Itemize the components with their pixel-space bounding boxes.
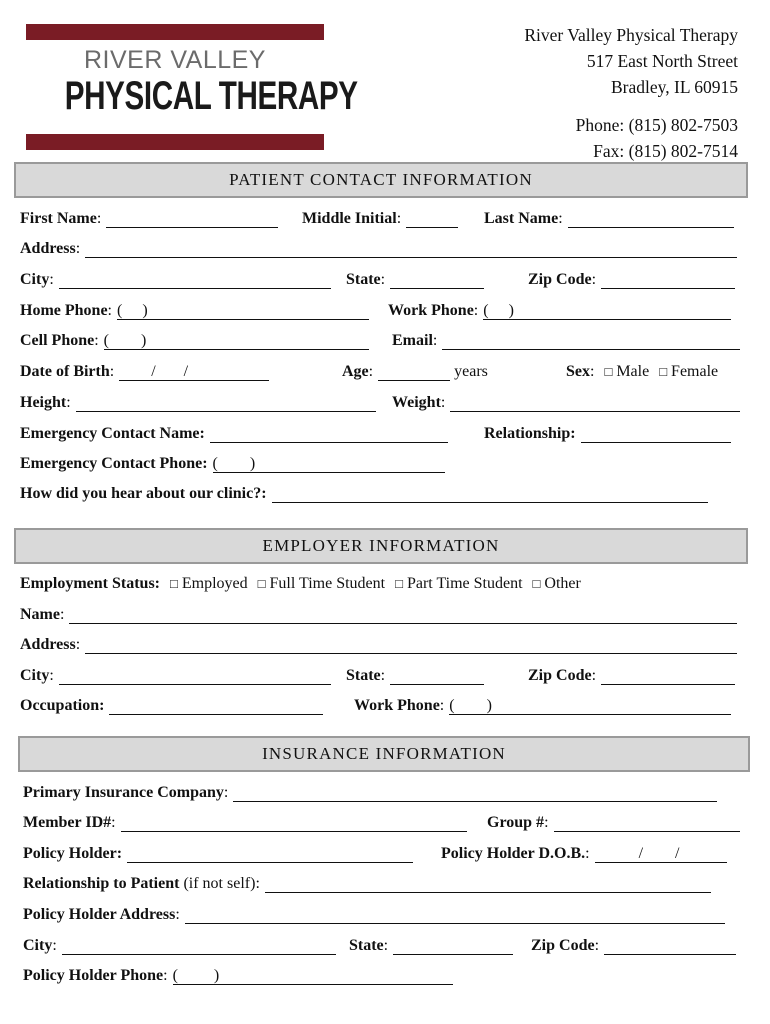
employer-zip-label: Zip Code: [528, 667, 597, 684]
work-phone-field[interactable]: ( ) [483, 302, 731, 320]
referral-label: How did you hear about our clinic?: [20, 485, 267, 502]
row-occupation [20, 693, 746, 717]
zip-field[interactable] [601, 271, 735, 289]
employer-name-label: Name: [20, 606, 65, 623]
last-name-field[interactable] [568, 210, 734, 228]
logo-line-2: PHYSICAL THERAPY [64, 74, 358, 118]
status-option-employed[interactable]: □ Employed [170, 575, 248, 592]
row-employer-address [20, 632, 746, 656]
employer-work-phone-label: Work Phone: [354, 697, 445, 714]
employer-city-label: City: [20, 667, 54, 684]
row-employment-status [20, 571, 746, 595]
first-name-field[interactable] [106, 210, 278, 228]
cell-phone-field[interactable]: ( ) [104, 332, 369, 350]
referral-field[interactable] [272, 485, 708, 503]
weight-label: Weight: [392, 394, 446, 411]
employer-work-phone-field[interactable]: ( ) [449, 697, 731, 715]
status-option-other[interactable]: □ Other [532, 575, 581, 592]
clinic-phone: Phone: (815) 802-7503 [575, 115, 738, 135]
employer-state-field[interactable] [390, 667, 484, 685]
checkbox-icon[interactable]: □ [604, 364, 613, 379]
row-policy-holder-address [23, 902, 749, 926]
policy-state-label: State: [349, 937, 389, 954]
checkbox-icon[interactable]: □ [170, 576, 178, 591]
first-name-label: First Name: [20, 210, 102, 227]
row-cell-email [20, 328, 746, 352]
policy-holder-phone-label: Policy Holder Phone: [23, 967, 168, 984]
logo-top-bar [26, 24, 324, 40]
city-label: City: [20, 271, 54, 288]
policy-holder-phone-field[interactable]: ( ) [173, 967, 453, 985]
emergency-name-label: Emergency Contact Name: [20, 425, 205, 442]
address-label: Address: [20, 240, 81, 257]
work-phone-label: Work Phone: [388, 302, 479, 319]
employer-city-field[interactable] [59, 667, 331, 685]
logo-line-1: RIVER VALLEY [83, 46, 266, 74]
row-employer-name [20, 602, 746, 626]
dob-label: Date of Birth: [20, 363, 115, 380]
emergency-phone-field[interactable]: ( ) [213, 455, 445, 473]
checkbox-icon[interactable]: □ [257, 576, 266, 591]
row-policy-holder-city [23, 933, 749, 957]
sex-option-female[interactable]: □ Female [659, 363, 719, 380]
policy-holder-dob-label: Policy Holder D.O.B.: [441, 845, 590, 862]
policy-city-field[interactable] [62, 937, 336, 955]
occupation-label: Occupation: [20, 697, 105, 714]
emergency-name-field[interactable] [210, 425, 448, 443]
employer-zip-field[interactable] [601, 667, 735, 685]
weight-field[interactable] [450, 394, 740, 412]
row-emergency-contact [20, 421, 746, 445]
row-member-group [23, 810, 749, 834]
height-label: Height: [20, 394, 71, 411]
dob-field[interactable]: / / [119, 363, 269, 381]
middle-initial-label: Middle Initial: [302, 210, 402, 227]
policy-holder-field[interactable] [127, 845, 413, 863]
checkbox-icon[interactable]: □ [532, 576, 541, 591]
row-height-weight [20, 390, 746, 414]
group-field[interactable] [554, 814, 740, 832]
address-field[interactable] [85, 240, 737, 258]
logo-bottom-bar [26, 134, 324, 150]
status-option-part-time-student[interactable]: □ Part Time Student [395, 575, 523, 592]
checkbox-icon[interactable]: □ [395, 576, 403, 591]
row-emergency-phone [20, 451, 746, 475]
height-field[interactable] [76, 394, 376, 412]
insurance-company-label: Primary Insurance Company: [23, 784, 229, 801]
policy-zip-label: Zip Code: [531, 937, 600, 954]
row-home-work-phone [20, 298, 746, 322]
middle-initial-field[interactable] [406, 210, 458, 228]
row-referral [20, 481, 746, 505]
city-field[interactable] [59, 271, 331, 289]
sex-option-male[interactable]: □ Male [604, 363, 650, 380]
group-label: Group #: [487, 814, 549, 831]
clinic-fax: Fax: (815) 802-7514 [593, 141, 738, 161]
section-header-insurance: INSURANCE INFORMATION [18, 736, 750, 772]
relationship-field[interactable] [581, 425, 731, 443]
employer-name-field[interactable] [69, 606, 737, 624]
state-label: State: [346, 271, 386, 288]
employer-state-label: State: [346, 667, 386, 684]
row-policy-holder [23, 841, 749, 865]
row-insurance-company [23, 780, 749, 804]
checkbox-icon[interactable]: □ [659, 364, 668, 379]
emergency-phone-label: Emergency Contact Phone: [20, 455, 208, 472]
home-phone-field[interactable]: ( ) [117, 302, 369, 320]
policy-holder-address-label: Policy Holder Address: [23, 906, 180, 923]
row-name [20, 206, 746, 230]
zip-label: Zip Code: [528, 271, 597, 288]
relationship-to-patient-field[interactable] [265, 875, 711, 893]
row-relationship-to-patient [23, 871, 749, 895]
home-phone-label: Home Phone: [20, 302, 112, 319]
email-field[interactable] [442, 332, 740, 350]
policy-holder-address-field[interactable] [185, 906, 725, 924]
clinic-address-block [524, 22, 738, 164]
row-policy-holder-phone [23, 963, 749, 987]
last-name-label: Last Name: [484, 210, 563, 227]
employment-status-label: Employment Status: [20, 575, 161, 592]
clinic-street: 517 East North Street [586, 51, 738, 71]
row-dob-age-sex [20, 359, 746, 383]
age-suffix: years [454, 363, 488, 380]
occupation-field[interactable] [109, 697, 323, 715]
policy-city-label: City: [23, 937, 57, 954]
employer-address-label: Address: [20, 636, 81, 653]
relationship-to-patient-label: Relationship to Patient (if not self): [23, 875, 260, 892]
row-city [20, 267, 746, 291]
sex-label: Sex: [566, 363, 595, 380]
policy-holder-label: Policy Holder: [23, 845, 123, 862]
member-id-label: Member ID#: [23, 814, 116, 831]
row-employer-city [20, 663, 746, 687]
state-field[interactable] [390, 271, 484, 289]
cell-phone-label: Cell Phone: [20, 332, 99, 349]
insurance-company-field[interactable] [233, 784, 717, 802]
email-label: Email: [392, 332, 438, 349]
policy-holder-dob-field[interactable]: / / [595, 845, 727, 863]
policy-zip-field[interactable] [604, 937, 736, 955]
member-id-field[interactable] [121, 814, 467, 832]
relationship-label: Relationship: [484, 425, 576, 442]
status-option-full-time-student[interactable]: □ Full Time Student [257, 575, 386, 592]
policy-state-field[interactable] [393, 937, 513, 955]
age-field[interactable] [378, 363, 450, 381]
clinic-name: River Valley Physical Therapy [524, 25, 738, 45]
employer-address-field[interactable] [85, 636, 737, 654]
age-label: Age: [342, 363, 374, 380]
section-header-patient: PATIENT CONTACT INFORMATION [14, 162, 748, 198]
clinic-city: Bradley, IL 60915 [610, 77, 738, 97]
row-address [20, 236, 746, 260]
clinic-logo [26, 22, 358, 150]
section-header-employer: EMPLOYER INFORMATION [14, 528, 748, 564]
